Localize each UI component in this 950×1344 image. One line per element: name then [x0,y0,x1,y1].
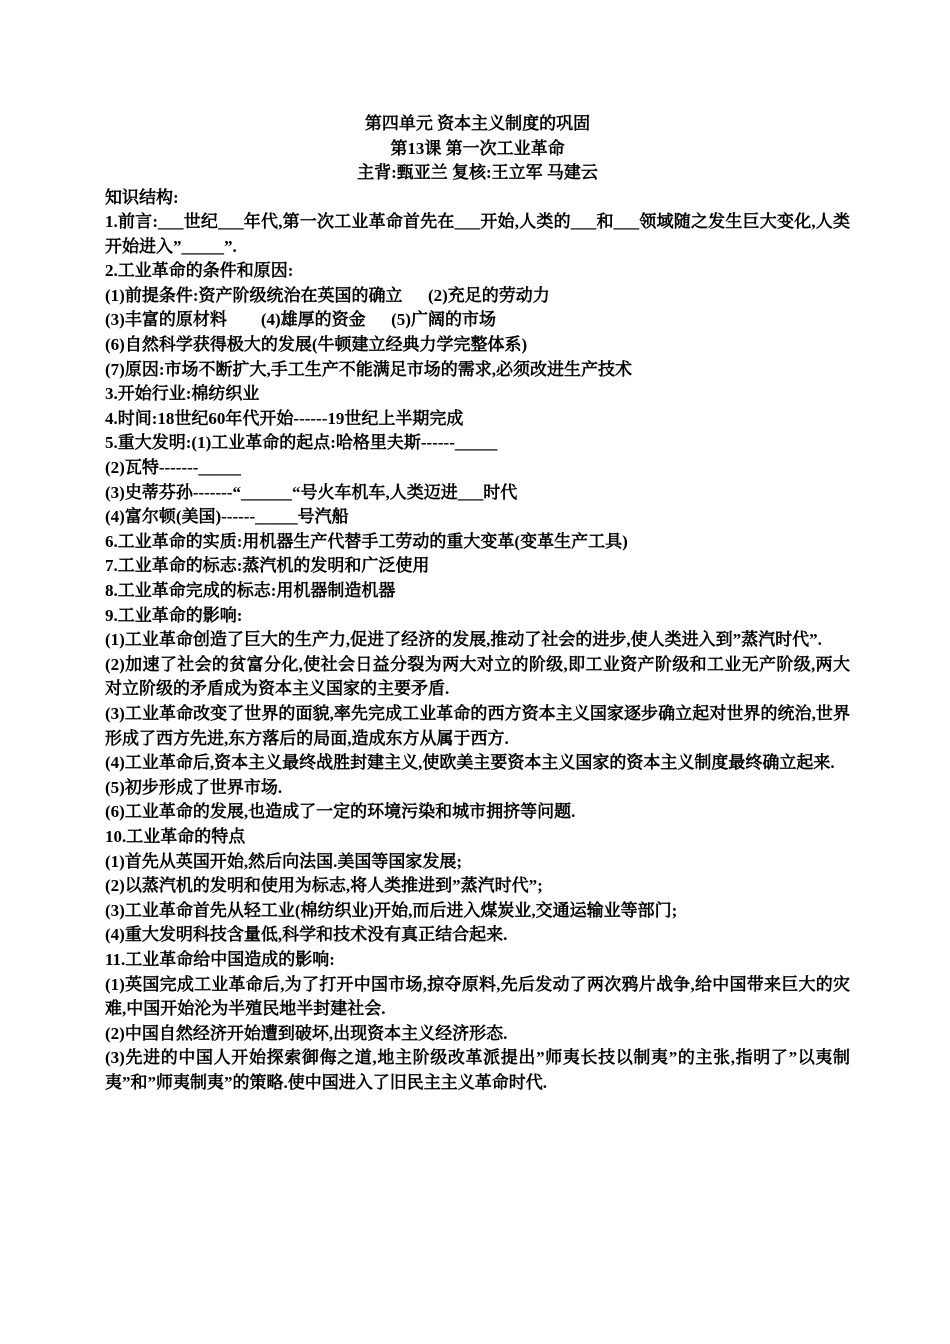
text-line: 1.前言:___世纪___年代,第一次工业革命首先在___开始,人类的___和___领域随之发生巨大变化,人类开始进入”_____”. [105,212,850,256]
text-line: 7.工业革命的标志:蒸汽机的发明和广泛使用 [105,556,430,576]
text-line: (4)富尔顿(美国)------_____号汽船 [105,507,349,527]
text-line: 3.开始行业:棉纺织业 [105,384,260,404]
text-line: (2)瓦特-------_____ [105,458,241,478]
unit-title: 第四单元 资本主义制度的巩固 [364,114,591,133]
section-heading: 知识结构: [105,187,179,207]
text-line: (3)工业革命改变了世界的面貌,率先完成工业革命的西方资本主义国家逐步确立起对世界的统治,世界形成了西方先进,东方落后的局面,造成东方从属于西方. [105,703,850,748]
section-heading: 10.工业革命的特点 [105,826,246,846]
lesson-title: 第13课 第一次工业革命 [390,138,565,158]
text-line: (1)工业革命创造了巨大的生产力,促进了经济的发展,推动了社会的进步,使人类进入到”蒸汽时代”. [105,630,822,650]
text-line: (3)丰富的原材料 (4)雄厚的资金 (5)广阔的市场 [105,310,496,330]
document-page [105,112,850,1095]
text-line: (6)自然科学获得极大的发展(牛顿建立经典力学完整体系) [105,335,528,355]
text-line: (5)初步形成了世界市场. [105,777,283,797]
text-line: (7)原因:市场不断扩大,手工生产不能满足市场的需求,必须改进生产技术 [105,359,632,379]
text-line: 5.重大发明:(1)工业革命的起点:哈格里夫斯------_____ [105,433,498,453]
text-line: (3)工业革命首先从轻工业(棉纺织业)开始,而后进入煤炭业,交通运输业等部门; [105,900,678,920]
text-line: (2)加速了社会的贫富分化,使社会日益分裂为两大对立的阶级,即工业资产阶级和工业无产阶级,两大对立阶级的矛盾成为资本主义国家的主要矛盾. [105,654,850,699]
text-line: (4)工业革命后,资本主义最终战胜封建主义,使欧美主要资本主义国家的资本主义制度最终确立起来. [105,753,835,773]
text-line: (3)先进的中国人开始探索御侮之道,地主阶级改革派提出”师夷长技以制夷”的主张,指明了”以夷制夷”和”师夷制夷”的策略.使中国进入了旧民主主义革命时代. [105,1048,850,1092]
text-line: (3)史蒂芬孙-------“______“号火车机车,人类迈进___时代 [105,482,518,502]
text-line: 4.时间:18世纪60年代开始------19世纪上半期完成 [105,408,464,428]
section-heading: 9.工业革命的影响: [105,605,243,625]
authors-line: 主背:甄亚兰 复核:王立军 马建云 [357,163,598,182]
text-line: (4)重大发明科技含量低,科学和技术没有真正结合起来. [105,925,508,945]
text-line: (1)前提条件:资产阶级统治在英国的确立 (2)充足的劳动力 [105,285,550,305]
text-line: (6)工业革命的发展,也造成了一定的环境污染和城市拥挤等问题. [105,802,576,822]
text-line: 6.工业革命的实质:用机器生产代替手工劳动的重大变革(变革生产工具) [105,531,628,551]
text-line: 8.工业革命完成的标志:用机器制造机器 [105,581,396,600]
text-line: (2)中国自然经济开始遭到破坏,出现资本主义经济形态. [105,1023,508,1043]
text-line: (1)首先从英国开始,然后向法国.美国等国家发展; [105,851,462,871]
section-heading: 2.工业革命的条件和原因: [105,261,294,281]
section-heading: 11.工业革命给中国造成的影响: [105,949,335,969]
text-line: (1)英国完成工业革命后,为了打开中国市场,掠夺原料,先后发动了两次鸦片战争,给中国带来巨大的灾难,中国开始沦为半殖民地半封建社会. [105,974,850,1019]
text-line: (2)以蒸汽机的发明和使用为标志,将人类推进到”蒸汽时代”; [105,876,543,896]
